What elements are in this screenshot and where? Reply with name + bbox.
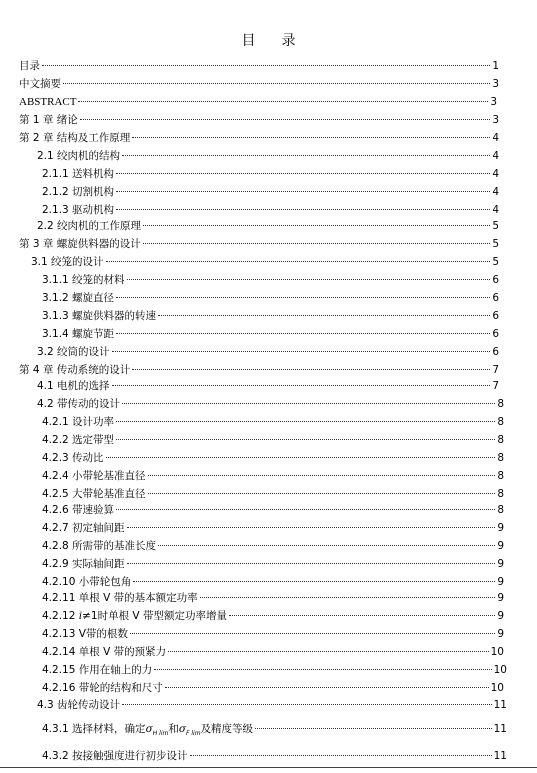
toc-entry[interactable] xyxy=(37,379,499,393)
toc-entry[interactable] xyxy=(37,219,499,233)
dot-leader xyxy=(132,137,490,138)
dot-leader xyxy=(148,493,496,494)
dot-leader xyxy=(116,509,495,510)
toc-entry-label: 2.2 绞肉机的工作原理 xyxy=(37,220,142,232)
toc-entry[interactable] xyxy=(42,609,504,623)
toc-entry[interactable] xyxy=(42,681,504,695)
toc-entry-page: 9 xyxy=(497,628,504,640)
toc-entry-label: 4.3.2 按接触强度进行初步设计 xyxy=(42,750,188,762)
toc-entry[interactable] xyxy=(42,591,504,605)
toc-entry-page: 4 xyxy=(492,150,499,162)
toc-entry[interactable] xyxy=(19,59,499,73)
toc-entry-page: 6 xyxy=(492,328,499,340)
symbol-sigma: σ xyxy=(145,723,153,735)
toc-entry-label: 4.3 齿轮传动设计 xyxy=(37,699,121,711)
toc-entry[interactable] xyxy=(42,627,504,641)
page-bottom-rule xyxy=(0,767,537,768)
toc-entry-page: 5 xyxy=(492,238,499,250)
toc-entry-label: 第 4 章 传动系统的设计 xyxy=(19,364,131,376)
toc-entry-label: 4.2.10 小带轮包角 xyxy=(42,576,132,588)
dot-leader xyxy=(116,333,490,334)
toc-entry-page: 1 xyxy=(492,60,499,72)
toc-entry-page: 9 xyxy=(497,576,504,588)
toc-entry-page: 8 xyxy=(497,398,504,410)
toc-entry-page: 11 xyxy=(493,699,507,711)
dot-leader xyxy=(42,65,490,66)
toc-entry-label: ABSTRACT xyxy=(19,96,77,108)
toc-entry-page: 6 xyxy=(492,346,499,358)
toc-entry-page: 8 xyxy=(497,452,504,464)
dot-leader xyxy=(143,243,491,244)
toc-entry[interactable] xyxy=(37,397,504,411)
toc-entry[interactable] xyxy=(19,95,497,109)
toc-entry-label: 4.2.6 带速验算 xyxy=(42,504,115,516)
toc-entry[interactable] xyxy=(42,521,504,535)
toc-entry-label: 3.2 绞筒的设计 xyxy=(37,346,110,358)
toc-entry-label: 3.1.4 螺旋节距 xyxy=(42,328,115,340)
dot-leader xyxy=(116,173,490,174)
toc-entry-page: 4 xyxy=(492,186,499,198)
toc-entry[interactable] xyxy=(31,255,499,269)
toc-entry-label: 3.1.1 绞笼的材料 xyxy=(42,274,125,286)
toc-entry-page: 8 xyxy=(497,504,504,516)
dot-leader xyxy=(229,615,495,616)
toc-entry-page: 8 xyxy=(497,434,504,446)
toc-entry-label: 第 1 章 绪论 xyxy=(19,114,78,126)
toc-entry-page: 6 xyxy=(492,274,499,286)
toc-entry-page: 8 xyxy=(497,488,504,500)
toc-entry[interactable] xyxy=(42,469,504,483)
toc-entry-page: 3 xyxy=(490,96,497,108)
toc-entry[interactable] xyxy=(42,645,504,659)
toc-entry-label xyxy=(42,609,227,623)
toc-entry-label-text: ≠1时单根 V 带型额定功率增量 xyxy=(82,610,227,622)
toc-entry[interactable] xyxy=(42,433,504,447)
toc-entry-label: 目录 xyxy=(19,60,40,72)
toc-entry-label: 4.2.9 实际轴间距 xyxy=(42,558,125,570)
toc-entry-page: 9 xyxy=(497,522,504,534)
toc-entry[interactable] xyxy=(42,557,504,571)
toc-entry-label: 4.2.3 传动比 xyxy=(42,452,104,464)
dot-leader xyxy=(133,581,495,582)
toc-entry-page: 7 xyxy=(492,380,499,392)
dot-leader xyxy=(127,563,496,564)
toc-entry-label: 4.2.7 初定轴间距 xyxy=(42,522,125,534)
toc-entry-label: 3.1.3 螺旋供料器的转速 xyxy=(42,310,157,322)
toc-entry-label: 中文摘要 xyxy=(19,78,61,90)
toc-entry[interactable] xyxy=(42,291,499,305)
toc-entry[interactable] xyxy=(42,722,507,736)
toc-entry-page: 10 xyxy=(490,682,504,694)
toc-entry-label: 3.1 绞笼的设计 xyxy=(31,256,104,268)
dot-leader xyxy=(80,119,491,120)
toc-entry-label: 2.1.1 送料机构 xyxy=(42,168,115,180)
toc-entry[interactable] xyxy=(42,749,507,763)
dot-leader xyxy=(106,261,491,262)
toc-entry-page: 6 xyxy=(492,310,499,322)
toc-entry-label: 4.2.14 单根 V 带的预紧力 xyxy=(42,646,167,658)
dot-leader xyxy=(158,545,495,546)
toc-entry-page: 3 xyxy=(492,78,499,90)
toc-entry-label: 4.2.2 选定带型 xyxy=(42,434,115,446)
toc-entry-page: 5 xyxy=(492,220,499,232)
toc-entry-label: 4.2.15 作用在轴上的力 xyxy=(42,664,153,676)
toc-entry[interactable] xyxy=(19,363,499,377)
toc-entry-label: 3.1.2 螺旋直径 xyxy=(42,292,115,304)
dot-leader xyxy=(106,457,496,458)
toc-entry-page: 9 xyxy=(497,610,504,622)
toc-entry[interactable] xyxy=(42,415,504,429)
toc-entry-page: 11 xyxy=(493,750,507,762)
toc-entry-page: 4 xyxy=(492,168,499,180)
dot-leader xyxy=(112,385,491,386)
toc-entry[interactable] xyxy=(42,539,504,553)
toc-entry-label-number: 4.2.12 xyxy=(42,610,79,622)
toc-entry-label: 2.1 绞肉机的结构 xyxy=(37,150,121,162)
toc-entry[interactable] xyxy=(42,451,504,465)
toc-entry-label-text: 及精度等级 xyxy=(200,723,254,735)
toc-entry-page: 6 xyxy=(492,292,499,304)
toc-entry-label: 2.1.3 驱动机构 xyxy=(42,204,115,216)
toc-entry-page: 4 xyxy=(492,204,499,216)
toc-entry-label: 4.2.11 单根 V 带的基本额定功率 xyxy=(42,592,198,604)
toc-entry[interactable] xyxy=(42,663,507,677)
toc-entry-label-text: 和 xyxy=(168,723,179,735)
toc-entry[interactable] xyxy=(19,131,499,145)
dot-leader xyxy=(112,351,491,352)
toc-entry-label: 2.1.2 切割机构 xyxy=(42,186,115,198)
toc-entry[interactable] xyxy=(37,698,507,712)
toc-entry[interactable] xyxy=(42,273,499,287)
toc-entry-label-number: 4.3.1 选择材料，确定 xyxy=(42,723,146,735)
dot-leader xyxy=(78,101,488,102)
page-title: 目录 xyxy=(241,33,322,49)
dot-leader xyxy=(127,279,491,280)
dot-leader xyxy=(132,369,490,370)
dot-leader xyxy=(122,704,492,705)
dot-leader xyxy=(116,191,490,192)
toc-entry-label: 4.2 带传动的设计 xyxy=(37,398,121,410)
toc-entry-page: 8 xyxy=(497,470,504,482)
toc-entry[interactable] xyxy=(42,309,499,323)
toc-entry-page: 5 xyxy=(492,256,499,268)
toc-entry-page: 9 xyxy=(497,592,504,604)
dot-leader xyxy=(165,687,489,688)
dot-leader xyxy=(116,297,490,298)
dot-leader xyxy=(255,728,492,729)
toc-entry[interactable] xyxy=(42,327,499,341)
subscript: H lim xyxy=(152,730,169,737)
toc-entry-page: 8 xyxy=(497,416,504,428)
toc-entry-label: 4.2.16 带轮的结构和尺寸 xyxy=(42,682,163,694)
toc-entry[interactable] xyxy=(19,77,499,91)
toc-entry-page: 11 xyxy=(493,723,507,735)
toc-entry-label: 4.2.1 设计功率 xyxy=(42,416,115,428)
toc-entry-label: 4.2.13 V带的根数 xyxy=(42,628,128,640)
dot-leader xyxy=(143,225,490,226)
toc-entry-label: 4.2.8 所需带的基准长度 xyxy=(42,540,157,552)
dot-leader xyxy=(116,421,495,422)
dot-leader xyxy=(158,315,490,316)
dot-leader xyxy=(154,669,491,670)
toc-entry[interactable] xyxy=(42,487,504,501)
toc-entry-label: 4.1 电机的选择 xyxy=(37,380,110,392)
toc-entry-label: 第 3 章 螺旋供料器的设计 xyxy=(19,238,141,250)
toc-entry-label: 第 2 章 结构及工作原理 xyxy=(19,132,131,144)
dot-leader xyxy=(190,755,492,756)
symbol-sigma: σ xyxy=(178,723,187,735)
toc-entry-label: 4.2.4 小带轮基准直径 xyxy=(42,470,146,482)
toc-entry[interactable] xyxy=(19,113,499,127)
toc-entry-page: 9 xyxy=(497,558,504,570)
toc-entry[interactable] xyxy=(42,203,499,217)
dot-leader xyxy=(116,439,495,440)
dot-leader xyxy=(148,475,496,476)
dot-leader xyxy=(168,651,489,652)
toc-entry[interactable] xyxy=(37,149,499,163)
toc-entry-page: 9 xyxy=(497,540,504,552)
toc-entry-page: 4 xyxy=(492,132,499,144)
dot-leader xyxy=(122,403,495,404)
toc-entry[interactable] xyxy=(19,237,499,251)
dot-leader xyxy=(127,527,496,528)
dot-leader xyxy=(130,633,495,634)
subscript: F lim xyxy=(186,730,201,737)
symbol-i: i xyxy=(78,610,83,622)
toc-entry-label xyxy=(42,722,253,741)
toc-entry[interactable] xyxy=(42,575,504,589)
toc-entry-page: 10 xyxy=(493,664,507,676)
toc-entry-label: 4.2.5 大带轮基准直径 xyxy=(42,488,146,500)
dot-leader xyxy=(122,155,490,156)
dot-leader xyxy=(63,83,490,84)
toc-entry[interactable] xyxy=(37,345,499,359)
toc-entry[interactable] xyxy=(42,185,499,199)
toc-entry[interactable] xyxy=(42,503,504,517)
dot-leader xyxy=(200,597,496,598)
toc-entry-page: 10 xyxy=(490,646,504,658)
dot-leader xyxy=(116,209,490,210)
toc-entry-page: 7 xyxy=(492,364,499,376)
toc-entry-page: 3 xyxy=(492,114,499,126)
toc-entry[interactable] xyxy=(42,167,499,181)
